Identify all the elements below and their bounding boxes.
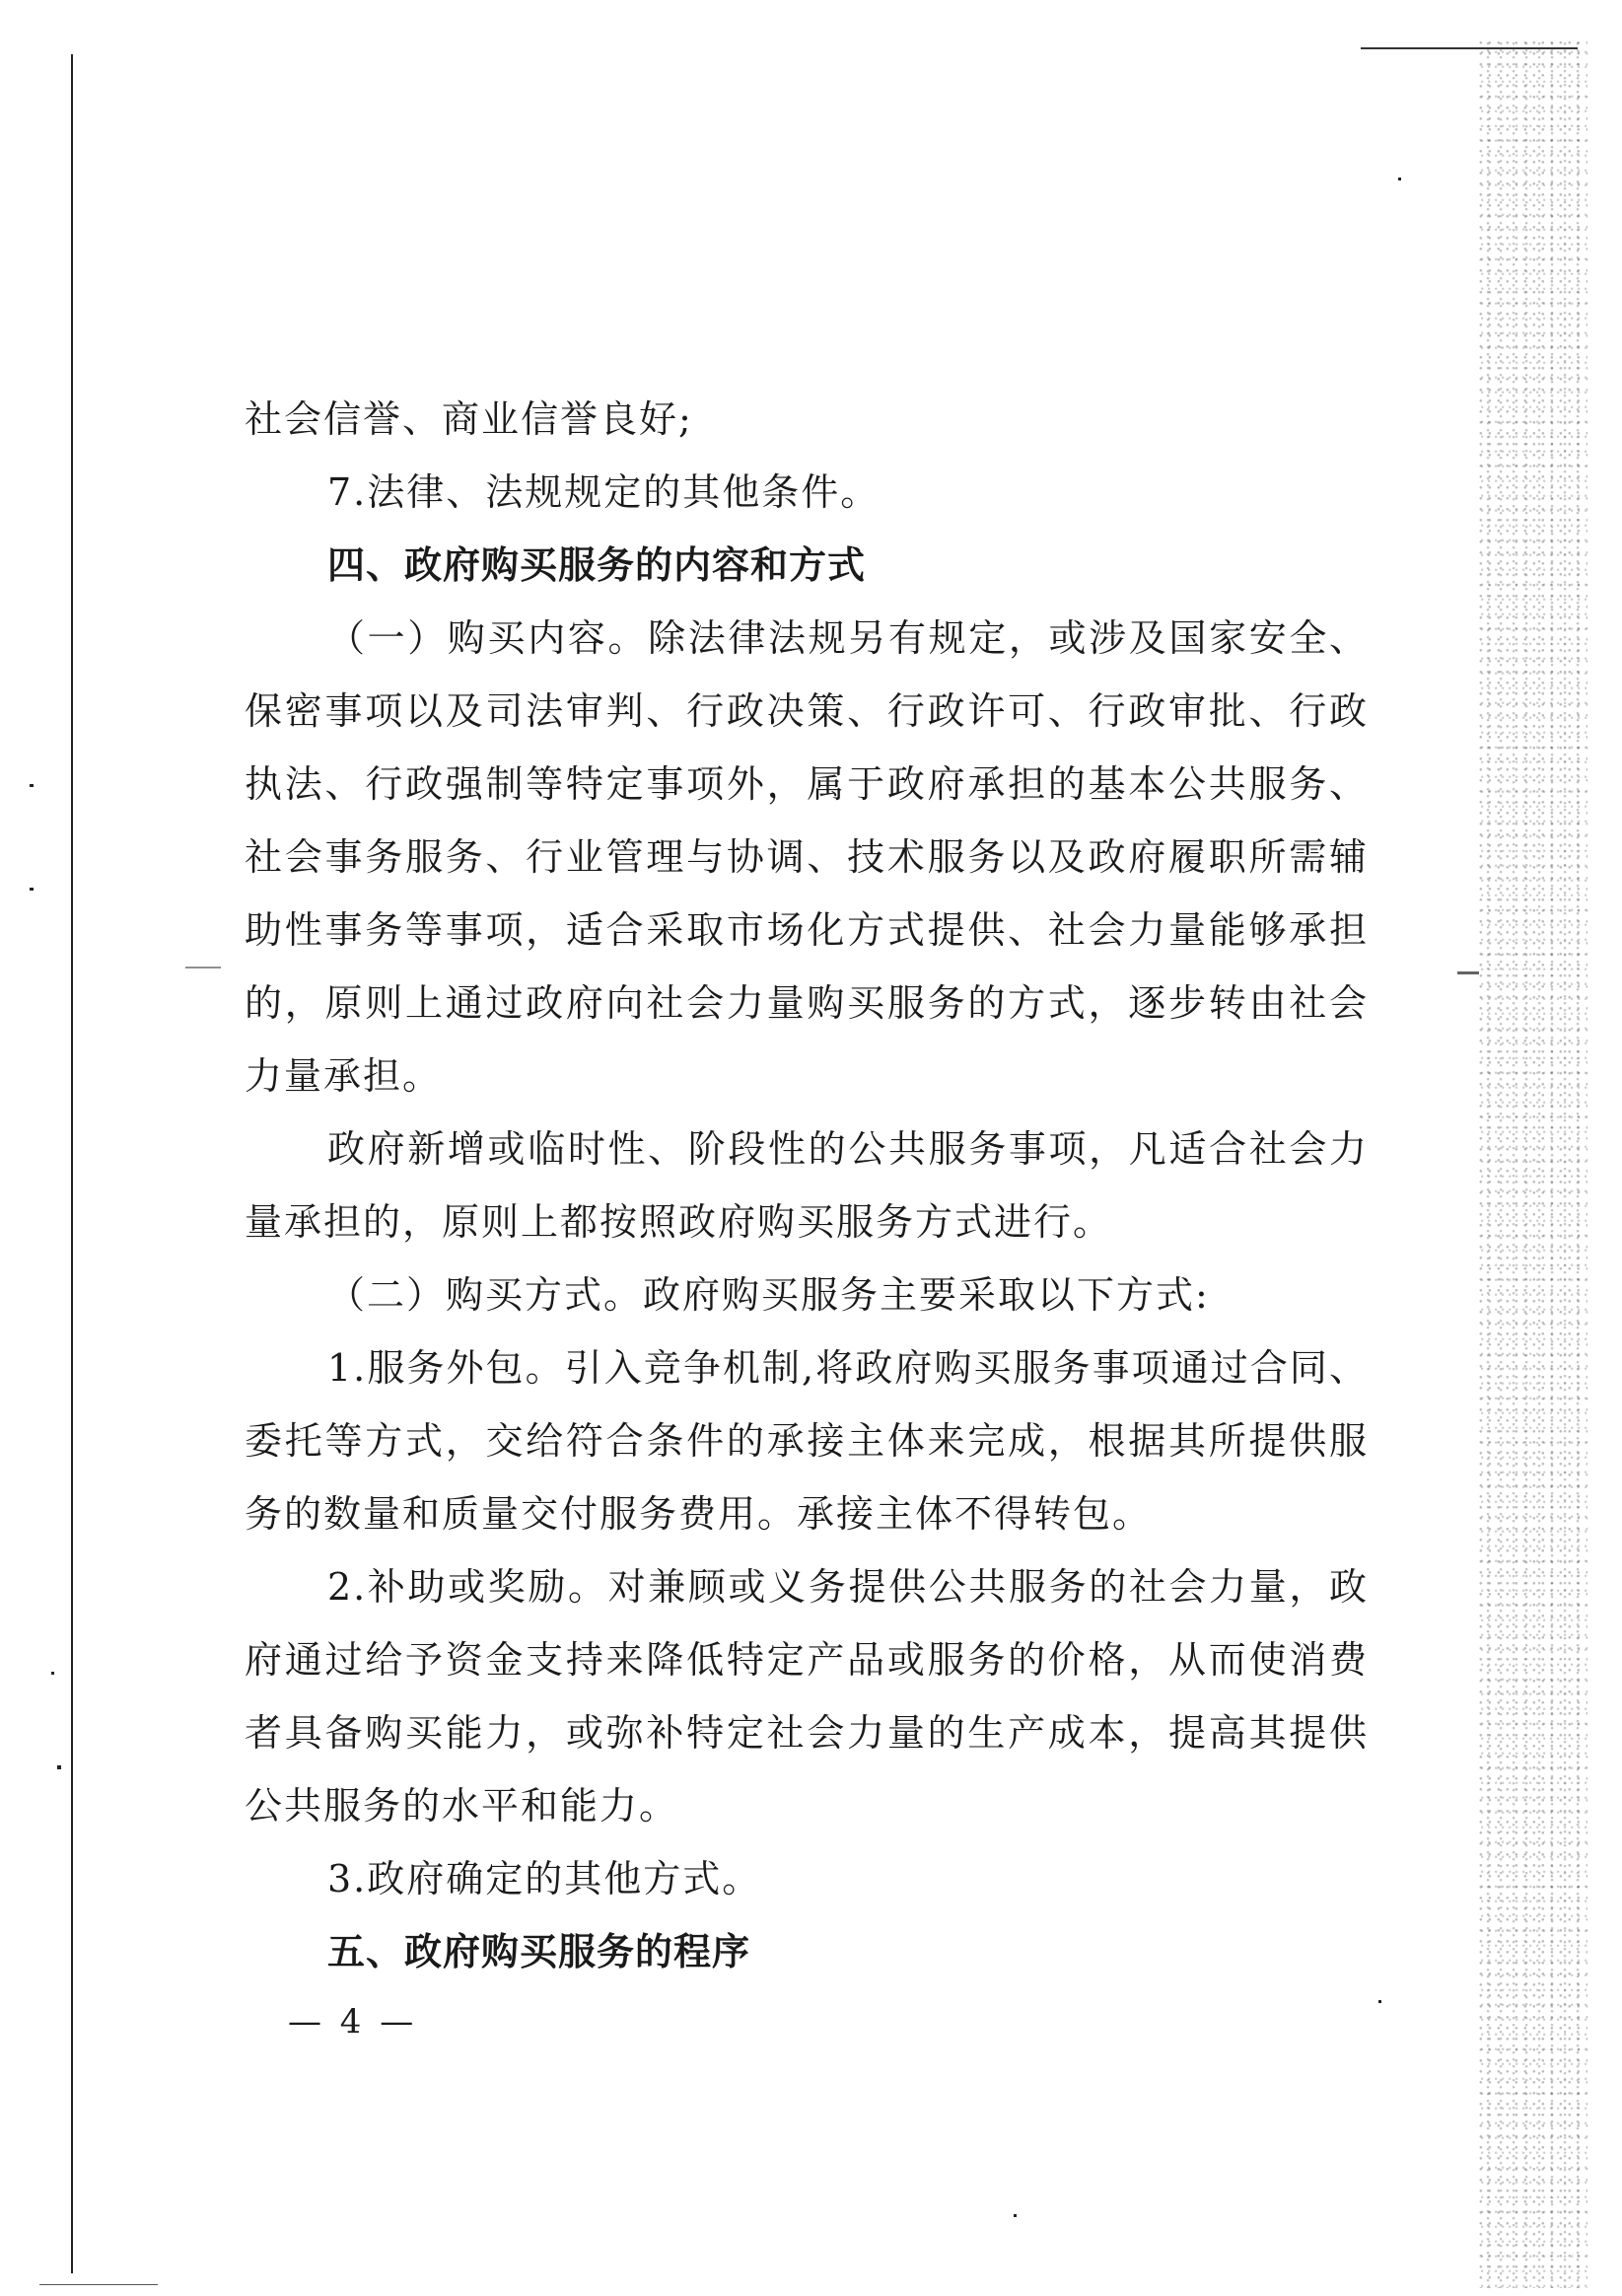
scan-mark — [1014, 2214, 1017, 2217]
body-text — [245, 383, 1369, 1988]
scan-mark — [1457, 971, 1479, 974]
section-heading: 四、政府购买服务的内容和方式 — [327, 543, 867, 587]
paragraph: （二）购买方式。政府购买服务主要采取以下方式: — [327, 1273, 1210, 1317]
section-heading: 五、政府购买服务的程序 — [327, 1930, 751, 1973]
paragraph: 7.法律、法规规定的其他条件。 — [327, 470, 881, 514]
scan-mark — [1398, 178, 1401, 180]
scan-mark — [30, 888, 34, 891]
page-number: — 4 — — [288, 2002, 418, 2042]
scan-mark — [185, 967, 221, 969]
binding-edge-line — [71, 54, 73, 2273]
scan-noise-strip — [1479, 39, 1587, 2288]
scan-mark — [51, 1672, 54, 1675]
paragraph: 1.服务外包。引入竞争机制,将政府购买服务事项通过合同、委托等方式，交给符合条件的承接主体来完成，根据其所提供服务的数量和质量交付服务费用。承接主体不得转包。 — [245, 1346, 1369, 1536]
scan-mark — [57, 1765, 61, 1769]
scan-mark — [30, 784, 34, 787]
scan-mark — [1378, 2000, 1381, 2003]
paragraph: 政府新增或临时性、阶段性的公共服务事项，凡适合社会力量承担的，原则上都按照政府购买服务方式进行。 — [245, 1127, 1369, 1244]
paragraph: 2.补助或奖励。对兼顾或义务提供公共服务的社会力量，政府通过给予资金支持来降低特定产品或服务的价格，从而使消费者具备购买能力，或弥补特定社会力量的生产成本，提高其提供公共服务的水平和能力。 — [245, 1565, 1369, 1828]
paragraph-continued: 社会信誉、商业信誉良好; — [245, 397, 693, 441]
paragraph: （一）购买内容。除法律法规另有规定，或涉及国家安全、保密事项以及司法审判、行政决策、行政许可、行政审批、行政执法、行政强制等特定事项外，属于政府承担的基本公共服务、社会事务服务、行业管理与协调、技术服务以及政府履职所需辅助性事务等事项，适合采取市场化方式提供、社会力量能够承担的，原则上通过政府向社会力量购买服务的方式，逐步转由社会力量承担。 — [245, 616, 1369, 1098]
paragraph: 3.政府确定的其他方式。 — [327, 1857, 762, 1901]
bottom-edge-rule — [39, 2284, 158, 2285]
